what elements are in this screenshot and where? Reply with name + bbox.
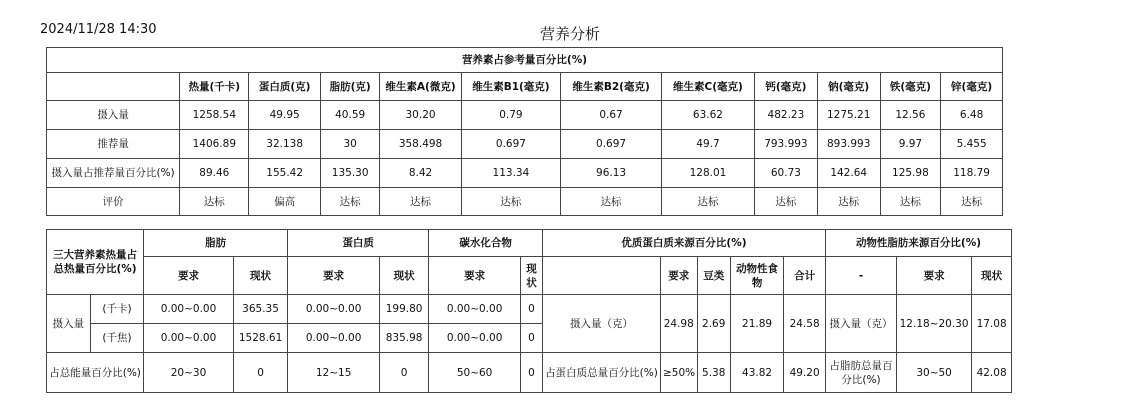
table-row	[47, 130, 1003, 159]
table-cell: 达标	[941, 188, 1003, 216]
table-cell: 2.69	[697, 295, 730, 353]
table-cell: 5.455	[941, 130, 1003, 159]
table-cell: 达标	[320, 188, 380, 216]
table-cell: 96.13	[561, 159, 662, 188]
column-header: 维生素A(微克)	[380, 73, 461, 101]
table-cell: 0.67	[561, 101, 662, 130]
table-cell: 0.00~0.00	[144, 324, 234, 353]
unit-kcal: (千卡)	[90, 295, 143, 324]
table-cell: 30~50	[897, 353, 972, 393]
report-datetime: 2024/11/28 14:30	[40, 22, 157, 37]
table-cell: 0	[233, 353, 287, 393]
table-cell: 199.80	[380, 295, 429, 324]
unit-kj: (千焦)	[90, 324, 143, 353]
table-cell: 155.42	[249, 159, 320, 188]
table-cell: 40.59	[320, 101, 380, 130]
table-cell: 0.00~0.00	[429, 295, 521, 324]
row-label: 评价	[47, 188, 180, 216]
table-cell: 135.30	[320, 159, 380, 188]
table-cell: 0.697	[561, 130, 662, 159]
table1-title: 营养素占参考量百分比(%)	[47, 48, 1003, 73]
column-header: 锌(毫克)	[941, 73, 1003, 101]
table-cell: 达标	[561, 188, 662, 216]
table-cell: 113.34	[461, 159, 561, 188]
row-label: 推荐量	[47, 130, 180, 159]
group-header-quality-protein: 优质蛋白质来源百分比(%)	[542, 230, 825, 257]
table-cell: 8.42	[380, 159, 461, 188]
table-row	[47, 188, 1003, 216]
table-cell: 0.79	[461, 101, 561, 130]
subheader-requirement: 要求	[897, 257, 972, 295]
animal-fat-intake-label: 摄入量（克）	[826, 295, 897, 353]
table-cell: 1406.89	[180, 130, 249, 159]
table-cell: 5.38	[697, 353, 730, 393]
table-cell: 125.98	[880, 159, 941, 188]
table-cell: 63.62	[661, 101, 754, 130]
table-cell: 793.993	[755, 130, 818, 159]
corner-label: 三大营养素热量占总热量百分比(%)	[47, 230, 144, 295]
table-cell: 50~60	[429, 353, 521, 393]
table-cell: 20~30	[144, 353, 234, 393]
table-cell: 30.20	[380, 101, 461, 130]
table-cell: 1275.21	[817, 101, 880, 130]
table-cell: 达标	[461, 188, 561, 216]
table-cell: ≥50%	[660, 353, 697, 393]
table-cell: 达标	[180, 188, 249, 216]
subheader-soy: 豆类	[697, 257, 730, 295]
table-cell: 0	[380, 353, 429, 393]
table-cell: 12.56	[880, 101, 941, 130]
subheader-total: 合计	[784, 257, 826, 295]
macronutrient-energy-table	[46, 229, 1012, 393]
table-cell: 32.138	[249, 130, 320, 159]
table-cell: 358.498	[380, 130, 461, 159]
subheader-dash: -	[826, 257, 897, 295]
table-cell: 12.18~20.30	[897, 295, 972, 353]
column-header: 维生素B2(毫克)	[561, 73, 662, 101]
animal-fat-pct-label: 占脂肪总量百分比(%)	[826, 353, 897, 393]
table-cell: 893.993	[817, 130, 880, 159]
table1-corner	[47, 73, 180, 101]
table-cell: 89.46	[180, 159, 249, 188]
column-header: 热量(千卡)	[180, 73, 249, 101]
table-row	[47, 353, 1012, 393]
table-cell: 0.00~0.00	[288, 295, 380, 324]
column-header: 钙(毫克)	[755, 73, 818, 101]
subheader-status: 现状	[233, 257, 287, 295]
table-cell: 达标	[755, 188, 818, 216]
column-header: 脂肪(克)	[320, 73, 380, 101]
table-cell: 42.08	[972, 353, 1012, 393]
table-cell: 49.20	[784, 353, 826, 393]
quality-protein-pct-label: 占蛋白质总量百分比(%)	[542, 353, 660, 393]
table-cell: 49.7	[661, 130, 754, 159]
table-cell: 142.64	[817, 159, 880, 188]
table-row	[47, 159, 1003, 188]
quality-protein-intake-label: 摄入量（克）	[542, 295, 660, 353]
table-cell: 118.79	[941, 159, 1003, 188]
table-cell: 365.35	[233, 295, 287, 324]
table-cell: 482.23	[755, 101, 818, 130]
table1-header-row	[47, 73, 1003, 101]
table-cell: 偏高	[249, 188, 320, 216]
group-header-fat: 脂肪	[144, 230, 288, 257]
group-header-protein: 蛋白质	[288, 230, 429, 257]
table-cell: 0.00~0.00	[429, 324, 521, 353]
group-header-carb: 碳水化合物	[429, 230, 543, 257]
table-cell: 0.697	[461, 130, 561, 159]
table-cell: 达标	[880, 188, 941, 216]
table-cell: 24.58	[784, 295, 826, 353]
table-cell: 0.00~0.00	[288, 324, 380, 353]
table-cell: 1528.61	[233, 324, 287, 353]
subheader-animal-food: 动物性食物	[730, 257, 783, 295]
column-header: 钠(毫克)	[817, 73, 880, 101]
table-cell: 0.00~0.00	[144, 295, 234, 324]
subheader-requirement: 要求	[429, 257, 521, 295]
row-label: 摄入量占推荐量百分比(%)	[47, 159, 180, 188]
table-cell: 24.98	[660, 295, 697, 353]
column-header: 维生素B1(毫克)	[461, 73, 561, 101]
subheader-requirement: 要求	[660, 257, 697, 295]
subheader-status: 现状	[380, 257, 429, 295]
nutrient-reference-table	[46, 47, 1003, 216]
subheader-requirement: 要求	[288, 257, 380, 295]
subheader-empty	[542, 257, 660, 295]
subheader-status: 现状	[521, 257, 543, 295]
table-cell: 达标	[380, 188, 461, 216]
table-cell: 达标	[661, 188, 754, 216]
subheader-status: 现状	[972, 257, 1012, 295]
table-cell: 0	[521, 324, 543, 353]
table-cell: 0	[521, 353, 543, 393]
table-cell: 1258.54	[180, 101, 249, 130]
table-cell: 0	[521, 295, 543, 324]
column-header: 维生素C(毫克)	[661, 73, 754, 101]
table-cell: 30	[320, 130, 380, 159]
table-cell: 12~15	[288, 353, 380, 393]
page-title: 营养分析	[539, 25, 600, 43]
table-row	[47, 295, 1012, 324]
intake-label: 摄入量	[47, 295, 91, 353]
table-cell: 21.89	[730, 295, 783, 353]
table-cell: 17.08	[972, 295, 1012, 353]
table-cell: 9.97	[880, 130, 941, 159]
energy-pct-label: 占总能量百分比(%)	[47, 353, 144, 393]
column-header: 蛋白质(克)	[249, 73, 320, 101]
table-cell: 达标	[817, 188, 880, 216]
table-cell: 6.48	[941, 101, 1003, 130]
table-cell: 43.82	[730, 353, 783, 393]
table-cell: 60.73	[755, 159, 818, 188]
column-header: 铁(毫克)	[880, 73, 941, 101]
row-label: 摄入量	[47, 101, 180, 130]
table-row	[47, 101, 1003, 130]
subheader-requirement: 要求	[144, 257, 234, 295]
table-cell: 835.98	[380, 324, 429, 353]
group-header-animal-fat: 动物性脂肪来源百分比(%)	[826, 230, 1012, 257]
table-cell: 49.95	[249, 101, 320, 130]
table-cell: 128.01	[661, 159, 754, 188]
